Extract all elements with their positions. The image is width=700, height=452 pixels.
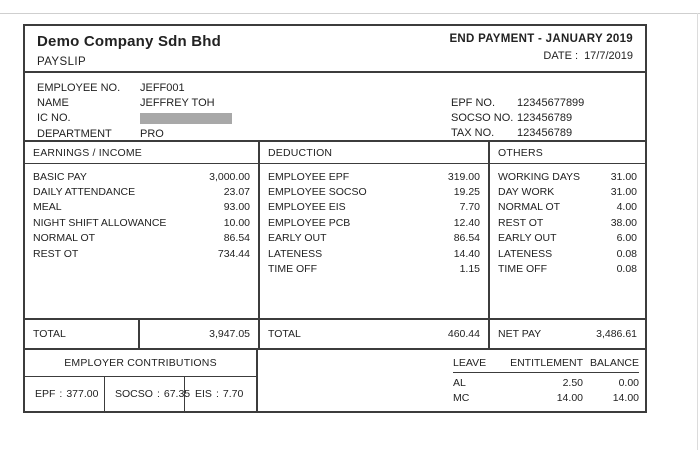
earning-label: MEAL bbox=[33, 201, 62, 214]
payslip-document bbox=[23, 24, 647, 413]
earnings-body bbox=[25, 164, 258, 318]
leave-entitlement: 2.50 bbox=[562, 376, 583, 389]
leave-type: AL bbox=[453, 376, 466, 389]
employee-no-row bbox=[37, 80, 337, 95]
net-pay-value: 3,486.61 bbox=[596, 328, 637, 340]
tax-no-value: 123456789 bbox=[517, 127, 573, 140]
earning-amount: 93.00 bbox=[223, 201, 250, 214]
others-amount: 0.08 bbox=[616, 263, 637, 276]
employer-contributions-header: EMPLOYER CONTRIBUTIONS bbox=[25, 350, 256, 377]
epf-no-value: 12345677899 bbox=[517, 96, 585, 109]
separator: : bbox=[156, 388, 160, 400]
earning-label: DAILY ATTENDANCE bbox=[33, 186, 136, 199]
others-amount: 0.08 bbox=[616, 247, 637, 260]
others-label: NORMAL OT bbox=[498, 201, 561, 214]
deduction-amount: 19.25 bbox=[453, 186, 480, 199]
others-label: WORKING DAYS bbox=[498, 170, 581, 183]
table-row bbox=[33, 184, 250, 199]
others-header: OTHERS bbox=[490, 142, 645, 164]
table-row bbox=[33, 200, 250, 215]
table-row bbox=[268, 261, 480, 276]
earning-amount: 23.07 bbox=[223, 186, 250, 199]
employer-epf-value: 377.00 bbox=[66, 388, 99, 400]
deduction-amount: 12.40 bbox=[453, 216, 480, 229]
deduction-header: DEDUCTION bbox=[260, 142, 488, 164]
separator: : bbox=[215, 388, 219, 400]
earning-label: NIGHT SHIFT ALLOWANCE bbox=[33, 216, 167, 229]
table-row bbox=[33, 246, 250, 261]
leave-row-mc bbox=[453, 391, 639, 407]
deduction-label: EMPLOYEE SOCSO bbox=[268, 186, 367, 199]
others-column bbox=[488, 142, 645, 348]
table-row bbox=[268, 184, 480, 199]
page-right-edge bbox=[697, 13, 698, 450]
table-row bbox=[268, 200, 480, 215]
payment-period: END PAYMENT - JANUARY 2019 bbox=[449, 33, 633, 45]
date-value: 17/7/2019 bbox=[584, 50, 633, 62]
deduction-amount: 319.00 bbox=[447, 170, 480, 183]
deduction-amount: 86.54 bbox=[453, 232, 480, 245]
table-row bbox=[498, 184, 637, 199]
earning-label: BASIC PAY bbox=[33, 170, 87, 183]
leave-entitlement: 14.00 bbox=[556, 392, 583, 405]
others-label: LATENESS bbox=[498, 247, 553, 260]
others-amount: 31.00 bbox=[610, 186, 637, 199]
earnings-total-label: TOTAL bbox=[25, 320, 140, 348]
employer-socso-label: SOCSO bbox=[115, 388, 153, 400]
deduction-label: TIME OFF bbox=[268, 263, 317, 276]
date-label: DATE : bbox=[543, 50, 579, 62]
net-pay-label: NET PAY bbox=[498, 328, 542, 340]
table-row bbox=[268, 246, 480, 261]
table-row bbox=[268, 215, 480, 230]
earnings-total-value: 3,947.05 bbox=[209, 328, 250, 340]
leave-row-al bbox=[453, 375, 639, 391]
employer-eis-value: 7.70 bbox=[222, 388, 244, 400]
employer-contributions-cells bbox=[25, 377, 256, 411]
leave-type: MC bbox=[453, 392, 470, 405]
deduction-body bbox=[260, 164, 488, 318]
pay-details-table bbox=[25, 142, 645, 350]
socso-no-row bbox=[451, 110, 633, 125]
page-top-edge bbox=[0, 13, 700, 14]
epf-no-row bbox=[451, 95, 633, 110]
net-pay-row bbox=[490, 318, 645, 348]
leave-balance: 0.00 bbox=[618, 376, 639, 389]
deduction-label: EMPLOYEE EIS bbox=[268, 201, 346, 214]
header-right bbox=[449, 33, 633, 71]
deduction-label: LATENESS bbox=[268, 247, 323, 260]
employee-info-right bbox=[451, 80, 633, 140]
employer-epf-cell bbox=[25, 377, 105, 411]
deduction-column bbox=[258, 142, 488, 348]
others-amount: 31.00 bbox=[610, 170, 637, 183]
deduction-label: EARLY OUT bbox=[268, 232, 327, 245]
table-row bbox=[498, 215, 637, 230]
header-left bbox=[37, 33, 221, 71]
table-row bbox=[498, 169, 637, 184]
deduction-total-value: 460.44 bbox=[447, 328, 480, 340]
payslip-header bbox=[25, 26, 645, 73]
leave-balance: 14.00 bbox=[612, 392, 639, 405]
separator: : bbox=[59, 388, 63, 400]
leave-table bbox=[453, 357, 639, 406]
leave-area bbox=[258, 350, 645, 411]
others-body bbox=[490, 164, 645, 318]
others-label: DAY WORK bbox=[498, 186, 555, 199]
deduction-total-label: TOTAL bbox=[268, 328, 301, 340]
employee-info-section bbox=[25, 73, 645, 142]
others-amount: 4.00 bbox=[616, 201, 637, 214]
others-label: REST OT bbox=[498, 216, 544, 229]
earnings-total-row bbox=[25, 318, 258, 348]
employee-ic-row bbox=[37, 111, 337, 126]
table-row bbox=[498, 246, 637, 261]
employee-name-label: NAME bbox=[37, 97, 69, 110]
table-row bbox=[498, 200, 637, 215]
employer-eis-label: EIS bbox=[195, 388, 212, 400]
employee-no-value: JEFF001 bbox=[140, 81, 185, 94]
employer-epf-label: EPF bbox=[35, 388, 56, 400]
earning-amount: 10.00 bbox=[223, 216, 250, 229]
entitlement-col-header: ENTITLEMENT bbox=[510, 357, 583, 369]
earning-label: REST OT bbox=[33, 247, 79, 260]
socso-no-label: SOCSO NO. bbox=[451, 112, 514, 125]
employee-ic-label: IC NO. bbox=[37, 112, 71, 125]
deduction-label: EMPLOYEE PCB bbox=[268, 216, 351, 229]
bottom-section bbox=[25, 350, 645, 411]
table-row bbox=[33, 231, 250, 246]
employer-contributions-box bbox=[25, 350, 258, 411]
earning-amount: 3,000.00 bbox=[209, 170, 250, 183]
earning-amount: 734.44 bbox=[217, 247, 250, 260]
earning-label: NORMAL OT bbox=[33, 232, 96, 245]
deduction-amount: 14.40 bbox=[453, 247, 480, 260]
leave-table-header bbox=[453, 357, 639, 373]
employee-department-value: PRO bbox=[140, 127, 164, 140]
employee-no-label: EMPLOYEE NO. bbox=[37, 81, 121, 94]
balance-col-header: BALANCE bbox=[589, 357, 639, 369]
employee-info-left bbox=[37, 80, 337, 140]
deduction-label: EMPLOYEE EPF bbox=[268, 170, 350, 183]
earnings-column bbox=[25, 142, 258, 348]
employer-socso-cell bbox=[105, 377, 191, 411]
employee-department-row bbox=[37, 126, 337, 141]
others-amount: 38.00 bbox=[610, 216, 637, 229]
deduction-amount: 7.70 bbox=[459, 201, 480, 214]
table-row bbox=[33, 215, 250, 230]
employee-department-label: DEPARTMENT bbox=[37, 127, 112, 140]
others-label: TIME OFF bbox=[498, 263, 547, 276]
leave-col-header: LEAVE bbox=[453, 357, 487, 369]
others-label: EARLY OUT bbox=[498, 232, 557, 245]
employer-socso-value: 67.35 bbox=[163, 388, 191, 400]
table-row bbox=[498, 261, 637, 276]
others-amount: 6.00 bbox=[616, 232, 637, 245]
date-line bbox=[449, 50, 633, 62]
employer-eis-cell bbox=[185, 377, 256, 411]
table-row bbox=[268, 231, 480, 246]
tax-no-label: TAX NO. bbox=[451, 127, 495, 140]
deduction-total-row bbox=[260, 318, 488, 348]
earning-amount: 86.54 bbox=[223, 232, 250, 245]
redacted-value-box bbox=[140, 113, 232, 124]
employee-name-value: JEFFREY TOH bbox=[140, 97, 215, 110]
table-row bbox=[498, 231, 637, 246]
table-row bbox=[268, 169, 480, 184]
socso-no-value: 123456789 bbox=[517, 112, 573, 125]
tax-no-row bbox=[451, 126, 633, 141]
document-title: PAYSLIP bbox=[37, 56, 87, 68]
deduction-amount: 1.15 bbox=[459, 263, 480, 276]
company-name: Demo Company Sdn Bhd bbox=[37, 33, 222, 50]
table-row bbox=[33, 169, 250, 184]
earnings-header: EARNINGS / INCOME bbox=[25, 142, 258, 164]
epf-no-label: EPF NO. bbox=[451, 96, 496, 109]
employee-name-row bbox=[37, 95, 337, 110]
